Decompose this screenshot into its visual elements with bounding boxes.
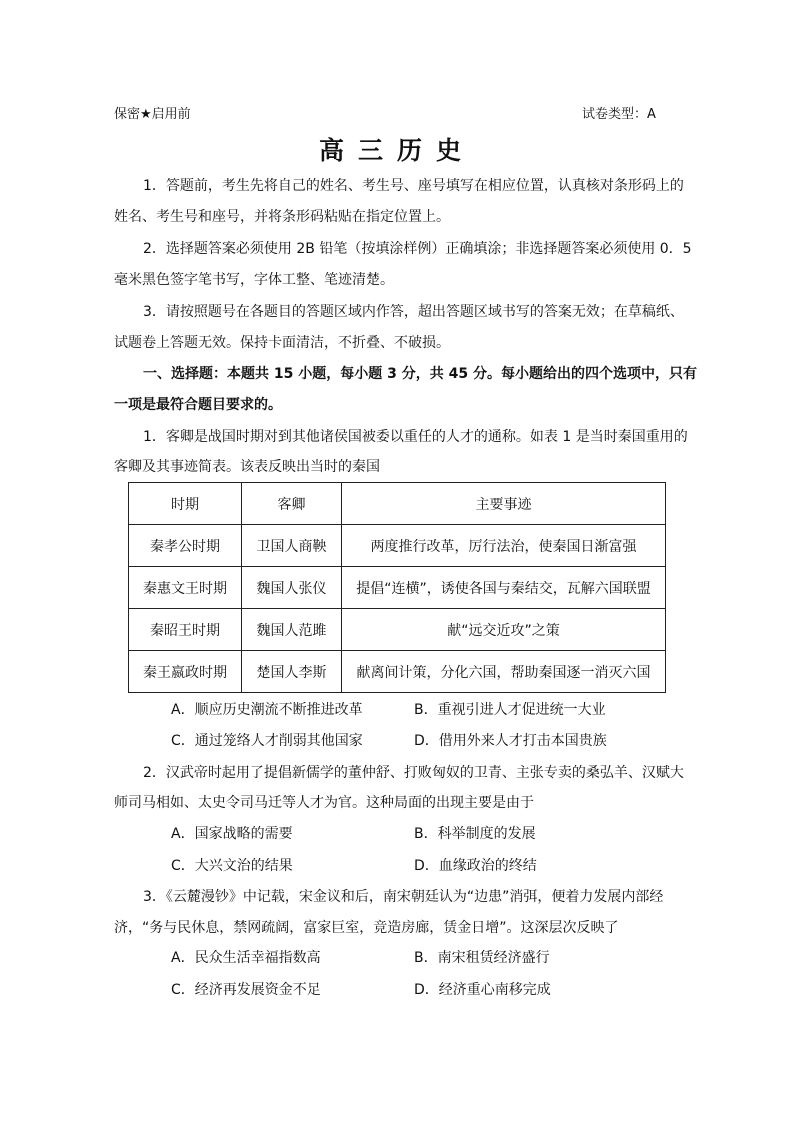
question-3-stem: 济，“务与民休息，禁网疏阔，富家巨室，竞造房廊，赁金日增”。这深层次反映了 xyxy=(114,920,619,936)
question-2-stem: 师司马相如、太史令司马迁等人才为官。这种局面的出现主要是由于 xyxy=(114,795,534,811)
page-title: 高三历史 xyxy=(318,136,475,165)
table-header: 主要事迹 xyxy=(342,483,666,525)
instruction-line: 1．答题前，考生先将自己的姓名、考生号、座号填写在相应位置，认真核对条形码上的 xyxy=(143,178,684,194)
q1-option-b: B．重视引进人才促进统一大业 xyxy=(414,702,606,718)
table-header-row xyxy=(129,483,666,525)
q3-option-b: B．南宋租赁经济盛行 xyxy=(414,950,550,966)
q1-option-c: C．通过笼络人才削弱其他国家 xyxy=(171,733,363,749)
table-cell: 楚国人李斯 xyxy=(242,651,342,693)
instruction-line: 试题卷上答题无效。保持卡面清洁，不折叠、不破损。 xyxy=(114,335,450,351)
table-cell: 秦王嬴政时期 xyxy=(129,651,242,693)
table-cell: 献“远交近攻”之策 xyxy=(342,609,666,651)
section-heading: 一项是最符合题目要求的。 xyxy=(114,397,282,413)
q2-option-d: D．血缘政治的终结 xyxy=(414,858,537,874)
table-row xyxy=(129,567,666,609)
table-row xyxy=(129,609,666,651)
instruction-line: 3．请按照题号在各题目的答题区域内作答，超出答题区域书写的答案无效；在草稿纸、 xyxy=(143,304,684,320)
table-row xyxy=(129,651,666,693)
table-cell: 魏国人张仪 xyxy=(242,567,342,609)
table-cell: 魏国人范雎 xyxy=(242,609,342,651)
table-cell: 提倡“连横”，诱使各国与秦结交，瓦解六国联盟 xyxy=(342,567,666,609)
q3-option-c: C．经济再发展资金不足 xyxy=(171,982,321,998)
q3-option-d: D．经济重心南移完成 xyxy=(414,982,551,998)
q2-option-b: B．科举制度的发展 xyxy=(414,826,536,842)
paper-type-label: 试卷类型：A xyxy=(582,107,656,122)
section-heading: 一、选择题：本题共 15 小题，每小题 3 分，共 45 分。每小题给出的四个选项中，只有 xyxy=(143,366,697,382)
table-row xyxy=(129,525,666,567)
q2-option-c: C．大兴文治的结果 xyxy=(171,858,293,874)
table-cell: 秦惠文王时期 xyxy=(129,567,242,609)
instruction-line: 2．选择题答案必须使用 2B 铅笔（按填涂样例）正确填涂；非选择题答案必须使用 0．5 xyxy=(143,241,692,257)
table-header: 客卿 xyxy=(242,483,342,525)
question-1-stem: 客卿及其事迹简表。该表反映出当时的秦国 xyxy=(114,459,380,475)
q1-option-d: D．借用外来人才打击本国贵族 xyxy=(414,733,607,749)
table-cell: 卫国人商鞅 xyxy=(242,525,342,567)
instruction-line: 毫米黑色签字笔书写，字体工整、笔迹清楚。 xyxy=(114,272,394,288)
confidential-label: 保密★启用前 xyxy=(114,107,191,122)
instruction-line: 姓名、考生号和座号，并将条形码粘贴在指定位置上。 xyxy=(114,209,450,225)
q3-option-a: A．民众生活幸福指数高 xyxy=(171,950,321,966)
table-cell: 秦昭王时期 xyxy=(129,609,242,651)
question-1-stem: 1．客卿是战国时期对到其他诸侯国被委以重任的人才的通称。如表 1 是当时秦国重用的 xyxy=(143,429,688,445)
q2-option-a: A．国家战略的需要 xyxy=(171,826,293,842)
question-3-stem: 3．《云麓漫钞》中记载，宋金议和后，南宋朝廷认为“边患”消弭，便着力发展内部经 xyxy=(143,889,664,905)
table-cell: 两度推行改革，厉行法治，使秦国日渐富强 xyxy=(342,525,666,567)
q1-option-a: A．顺应历史潮流不断推进改革 xyxy=(171,702,363,718)
question-1-table xyxy=(128,482,666,693)
table-cell: 献离间计策，分化六国，帮助秦国逐一消灭六国 xyxy=(342,651,666,693)
question-2-stem: 2．汉武帝时起用了提倡新儒学的董仲舒、打败匈奴的卫青、主张专卖的桑弘羊、汉赋大 xyxy=(143,765,684,781)
table-cell: 秦孝公时期 xyxy=(129,525,242,567)
table-header: 时期 xyxy=(129,483,242,525)
